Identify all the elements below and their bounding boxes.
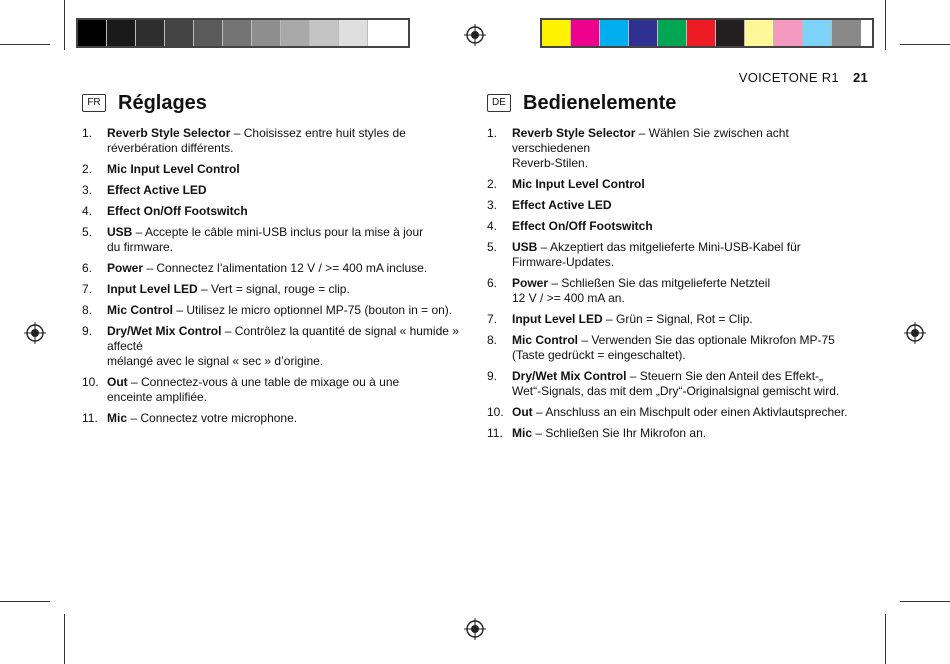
item-number: 7. bbox=[487, 312, 498, 326]
item-term: Out bbox=[512, 405, 533, 419]
item-number: 5. bbox=[487, 240, 498, 254]
item-term: Input Level LED bbox=[512, 312, 603, 326]
color-swatch bbox=[223, 20, 252, 46]
item-term: Mic bbox=[107, 411, 128, 425]
item-number: 11. bbox=[487, 426, 503, 440]
color-swatch bbox=[629, 20, 658, 46]
item-number: 5. bbox=[82, 225, 93, 239]
list-item bbox=[82, 375, 462, 405]
list-item bbox=[487, 240, 867, 270]
item-description: – Anschluss an ein Mischpult oder einen Aktivlautsprecher. bbox=[532, 405, 848, 419]
color-swatch bbox=[600, 20, 629, 46]
item-number: 6. bbox=[487, 276, 498, 290]
item-term: Power bbox=[512, 276, 549, 290]
item-body bbox=[512, 126, 867, 171]
item-description: – Connectez-vous à une table de mixage ou à une enceinte amplifiée. bbox=[107, 375, 400, 404]
color-swatch bbox=[310, 20, 339, 46]
list-item bbox=[487, 312, 867, 327]
list-item bbox=[82, 225, 462, 255]
list-item bbox=[487, 405, 867, 420]
list-item bbox=[487, 426, 867, 441]
color-swatch bbox=[136, 20, 165, 46]
item-number: 3. bbox=[82, 183, 93, 197]
item-term: Mic Input Level Control bbox=[107, 162, 240, 176]
item-description: – Vert = signal, rouge = clip. bbox=[197, 282, 350, 296]
item-body bbox=[512, 240, 801, 270]
item-number: 10. bbox=[487, 405, 504, 419]
item-body bbox=[107, 375, 399, 405]
item-description: – Contrôlez la quantité de signal « humide » affecté mélangé avec le signal « sec » d’origine. bbox=[107, 324, 459, 368]
registration-mark-icon bbox=[464, 24, 486, 46]
item-number: 4. bbox=[487, 219, 498, 233]
section-heading-de bbox=[487, 90, 867, 116]
item-description: – Wählen Sie zwischen acht verschiedenen Reverb-Stilen. bbox=[512, 126, 789, 170]
crop-mark-bottom-right-h bbox=[900, 601, 950, 602]
item-description: – Connectez l’alimentation 12 V / >= 400 mA incluse. bbox=[143, 261, 428, 275]
item-body bbox=[512, 405, 848, 420]
crop-mark-bottom-left-h bbox=[0, 601, 50, 602]
item-body bbox=[107, 126, 406, 156]
list-item bbox=[487, 177, 867, 192]
list-item bbox=[82, 162, 462, 177]
color-swatch bbox=[716, 20, 745, 46]
page-number: 21 bbox=[852, 70, 868, 85]
list-item bbox=[82, 204, 462, 219]
registration-mark-icon bbox=[464, 618, 486, 640]
item-term: Reverb Style Selector bbox=[107, 126, 231, 140]
section-title-de: Bedienelemente bbox=[523, 91, 677, 114]
list-item bbox=[82, 282, 462, 297]
controls-list-fr bbox=[82, 126, 462, 426]
item-body bbox=[107, 261, 427, 276]
color-swatch bbox=[542, 20, 571, 46]
product-name: VOICETONE R1 bbox=[738, 70, 839, 85]
item-number: 7. bbox=[82, 282, 93, 296]
item-body bbox=[107, 162, 240, 177]
item-term: Power bbox=[107, 261, 144, 275]
item-term: Mic Control bbox=[107, 303, 173, 317]
item-number: 9. bbox=[487, 369, 498, 383]
item-term: Mic bbox=[512, 426, 533, 440]
item-number: 2. bbox=[487, 177, 498, 191]
item-description: – Utilisez le micro optionnel MP-75 (bouton in = on). bbox=[173, 303, 453, 317]
item-term: Dry/Wet Mix Control bbox=[107, 324, 222, 338]
item-term: USB bbox=[512, 240, 538, 254]
list-item bbox=[82, 126, 462, 156]
item-body bbox=[107, 183, 207, 198]
item-body bbox=[107, 282, 350, 297]
item-description: – Schließen Sie Ihr Mikrofon an. bbox=[532, 426, 707, 440]
item-number: 1. bbox=[487, 126, 498, 140]
item-number: 8. bbox=[82, 303, 93, 317]
item-description: – Steuern Sie den Anteil des Effekt-„ Wet“-Signals, das mit dem „Dry“-Originalsignal gemischt wird. bbox=[512, 369, 840, 398]
item-description: – Schließen Sie das mitgelieferte Netzteil 12 V / >= 400 mA an. bbox=[512, 276, 771, 305]
item-body bbox=[107, 204, 248, 219]
crop-mark-bottom-left-v bbox=[64, 614, 65, 664]
color-calibration-bar bbox=[540, 18, 874, 48]
item-number: 4. bbox=[82, 204, 93, 218]
item-number: 10. bbox=[82, 375, 99, 389]
color-swatch bbox=[571, 20, 600, 46]
color-swatch bbox=[252, 20, 281, 46]
crop-mark-top-left-v bbox=[64, 0, 65, 50]
section-french bbox=[82, 90, 462, 432]
item-description: – Akzeptiert das mitgelieferte Mini-USB-Kabel für Firmware-Updates. bbox=[512, 240, 801, 269]
item-term: Reverb Style Selector bbox=[512, 126, 636, 140]
color-swatch bbox=[745, 20, 774, 46]
item-term: USB bbox=[107, 225, 133, 239]
item-description: – Connectez votre microphone. bbox=[127, 411, 298, 425]
item-body bbox=[512, 333, 835, 363]
item-body bbox=[512, 198, 612, 213]
item-body bbox=[107, 324, 462, 369]
list-item bbox=[487, 333, 867, 363]
item-term: Mic Control bbox=[512, 333, 578, 347]
list-item bbox=[82, 324, 462, 369]
color-swatch bbox=[78, 20, 107, 46]
list-item bbox=[487, 369, 867, 399]
list-item bbox=[82, 411, 462, 426]
list-item bbox=[82, 183, 462, 198]
item-description: – Accepte le câble mini-USB inclus pour la mise à jour du firmware. bbox=[107, 225, 424, 254]
item-number: 2. bbox=[82, 162, 93, 176]
item-number: 6. bbox=[82, 261, 93, 275]
item-description: – Choisissez entre huit styles de réverbération différents. bbox=[107, 126, 406, 155]
item-description: – Grün = Signal, Rot = Clip. bbox=[602, 312, 753, 326]
item-description: – Verwenden Sie das optionale Mikrofon MP-75 (Taste gedrückt = eingeschaltet). bbox=[512, 333, 835, 362]
item-number: 11. bbox=[82, 411, 98, 425]
list-item bbox=[487, 276, 867, 306]
item-body bbox=[107, 303, 452, 318]
controls-list-de bbox=[487, 126, 867, 441]
crop-mark-top-right-v bbox=[885, 0, 886, 50]
color-swatch bbox=[687, 20, 716, 46]
color-swatch bbox=[281, 20, 310, 46]
item-body bbox=[512, 177, 645, 192]
item-body bbox=[512, 276, 770, 306]
item-number: 9. bbox=[82, 324, 93, 338]
item-term: Out bbox=[107, 375, 128, 389]
list-item bbox=[487, 219, 867, 234]
item-term: Effect Active LED bbox=[107, 183, 207, 197]
list-item bbox=[82, 261, 462, 276]
section-heading-fr bbox=[82, 90, 462, 116]
section-german bbox=[487, 90, 867, 447]
registration-mark-icon bbox=[24, 322, 46, 344]
section-title-fr: Réglages bbox=[118, 91, 207, 114]
color-swatch bbox=[774, 20, 803, 46]
item-body bbox=[107, 225, 423, 255]
list-item bbox=[82, 303, 462, 318]
item-term: Dry/Wet Mix Control bbox=[512, 369, 627, 383]
item-number: 1. bbox=[82, 126, 93, 140]
color-swatch bbox=[832, 20, 861, 46]
color-swatch bbox=[803, 20, 832, 46]
item-body bbox=[512, 369, 839, 399]
language-badge-de: DE bbox=[487, 94, 511, 112]
language-badge-fr: FR bbox=[82, 94, 106, 112]
color-swatch bbox=[339, 20, 368, 46]
crop-mark-top-right-h bbox=[900, 44, 950, 45]
crop-mark-bottom-right-v bbox=[885, 614, 886, 664]
color-swatch bbox=[107, 20, 136, 46]
item-term: Effect On/Off Footswitch bbox=[107, 204, 248, 218]
color-swatch bbox=[165, 20, 194, 46]
item-number: 3. bbox=[487, 198, 498, 212]
item-body bbox=[107, 411, 297, 426]
item-term: Mic Input Level Control bbox=[512, 177, 645, 191]
list-item bbox=[487, 198, 867, 213]
item-body bbox=[512, 219, 653, 234]
crop-mark-top-left-h bbox=[0, 44, 50, 45]
registration-mark-icon bbox=[904, 322, 926, 344]
color-swatch bbox=[658, 20, 687, 46]
running-header bbox=[739, 70, 868, 85]
item-term: Effect Active LED bbox=[512, 198, 612, 212]
item-body bbox=[512, 426, 706, 441]
color-swatch bbox=[194, 20, 223, 46]
color-swatch bbox=[368, 20, 397, 46]
list-item bbox=[487, 126, 867, 171]
item-number: 8. bbox=[487, 333, 498, 347]
item-body bbox=[512, 312, 753, 327]
grayscale-calibration-bar bbox=[76, 18, 410, 48]
item-term: Effect On/Off Footswitch bbox=[512, 219, 653, 233]
item-term: Input Level LED bbox=[107, 282, 198, 296]
